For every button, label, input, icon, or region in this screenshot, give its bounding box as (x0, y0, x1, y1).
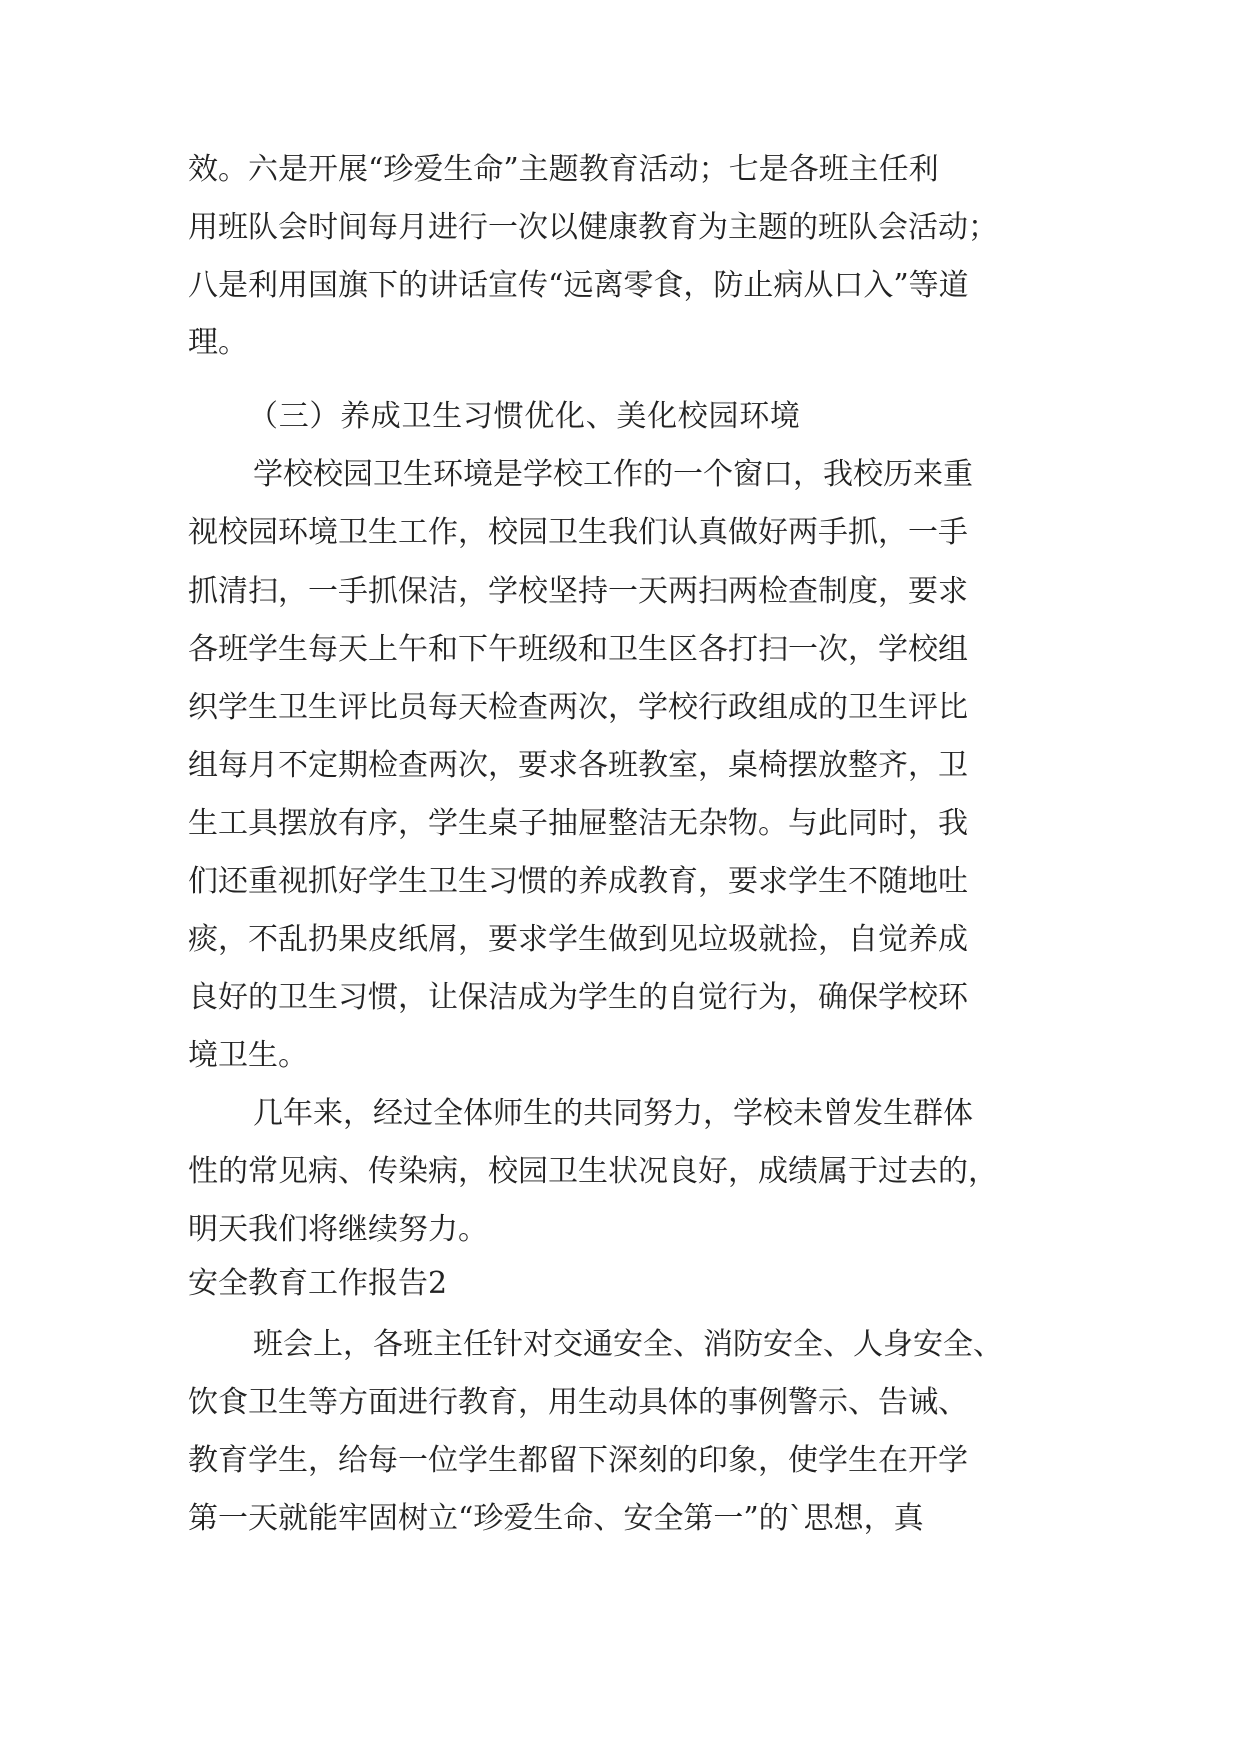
text-line: 饮食卫生等方面进行教育，用生动具体的事例警示、告诫、 (188, 1385, 968, 1420)
text-line: 效。六是开展“珍爱生命”主题教育活动；七是各班主任利 (188, 152, 939, 187)
text-line: 织学生卫生评比员每天检查两次，学校行政组成的卫生评比 (188, 690, 968, 725)
text-line: 痰，不乱扔果皮纸屑，要求学生做到见垃圾就捡，自觉养成 (188, 922, 968, 957)
text-line: 组每月不定期检查两次，要求各班教室，桌椅摆放整齐，卫 (188, 748, 968, 783)
text-line: 抓清扫，一手抓保洁，学校坚持一天两扫两检查制度，要求 (188, 574, 968, 609)
report-title: 安全教育工作报告2 (188, 1266, 448, 1301)
text-line: 理。 (188, 325, 248, 360)
text-line: 境卫生。 (188, 1038, 308, 1073)
paragraph-first-line: 几年来，经过全体师生的共同努力，学校未曾发生群体 (253, 1096, 973, 1131)
text-line: 视校园环境卫生工作，校园卫生我们认真做好两手抓，一手 (188, 515, 968, 550)
text-line: 各班学生每天上午和下午班级和卫生区各打扫一次，学校组 (188, 632, 968, 667)
text-line: 们还重视抓好学生卫生习惯的养成教育，要求学生不随地吐 (188, 864, 968, 899)
text-line: 性的常见病、传染病，校园卫生状况良好，成绩属于过去的， (188, 1154, 998, 1189)
text-line: 第一天就能牢固树立“珍爱生命、安全第一”的`思想，真 (188, 1501, 924, 1536)
text-line: 明天我们将继续努力。 (188, 1212, 488, 1247)
paragraph-first-line: 班会上，各班主任针对交通安全、消防安全、人身安全、 (253, 1327, 1003, 1362)
text-line: 八是利用国旗下的讲话宣传“远离零食，防止病从口入”等道 (188, 268, 969, 303)
text-line: 教育学生，给每一位学生都留下深刻的印象，使学生在开学 (188, 1443, 968, 1478)
section-heading: （三）养成卫生习惯优化、美化校园环境 (248, 399, 801, 434)
paragraph-first-line: 学校校园卫生环境是学校工作的一个窗口，我校历来重 (253, 457, 973, 492)
text-line: 良好的卫生习惯，让保洁成为学生的自觉行为，确保学校环 (188, 980, 968, 1015)
text-line: 生工具摆放有序，学生桌子抽屉整洁无杂物。与此同时，我 (188, 806, 968, 841)
text-line: 用班队会时间每月进行一次以健康教育为主题的班队会活动； (188, 210, 998, 245)
